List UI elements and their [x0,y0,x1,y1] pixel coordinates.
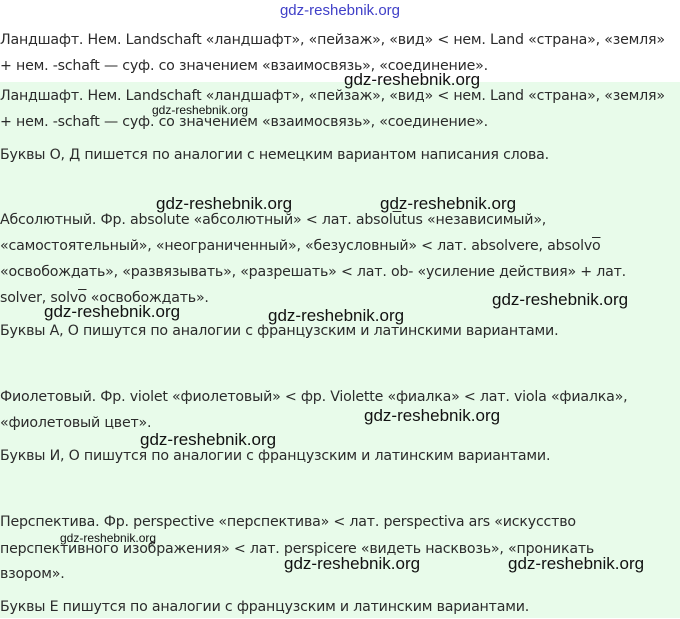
absolute-line-4: solver, $solv\overline{o}$ «освобождать». [0,290,209,306]
watermark: gdz-reshebnik.org [268,306,405,325]
watermark: gdz-reshebnik.org [44,302,181,321]
watermark: gdz-reshebnik.org [492,290,629,309]
watermark: gdz-reshebnik.org [344,70,481,89]
landshaft-line-2: + нем. -schaft — суф. со значением «взаимосвязь», «соединение». [0,58,488,74]
landshaft-note: Буквы О, Д пишется по аналогии с немецким вариантом написания слова. [0,147,549,163]
absolute-line-1: Абсолютный. Фр. absolute «абсолютный» < лат. $absol\overline{u}tus$ «независимый», [0,212,547,228]
site-watermark-header: gdz-reshebnik.org [279,2,401,19]
perspective-note: Буквы Е пишутся по аналогии с французским и латинским вариантами. [0,599,530,615]
violet-line-1: Фиолетовый. Фр. violet «фиолетовый» < фр. Violette «фиалка» < лат. viola «фиалка», [0,389,628,405]
landshaft-repeat-line-2: + нем. -schaft — суф. со значением «взаимосвязь», «соединение». [0,114,488,130]
landshaft-line-1: Ландшафт. Нем. Landschaft «ландшафт», «пейзаж», «вид» < нем. Land «страна», «земля» [0,32,665,48]
watermark: gdz-reshebnik.org [508,554,645,573]
watermark: gdz-reshebnik.org [380,194,517,213]
perspective-line-3: взором». [0,566,65,582]
violet-note: Буквы И, О пишутся по аналогии с французским и латинским вариантами. [0,448,551,464]
absolute-note: Буквы А, О пишутся по аналогии с французским и латинскими вариантами. [0,323,559,339]
absolute-line-2: «самостоятельный», «неограниченный», «безусловный» < лат. absolvere, $absolv\overline{o}$ [0,238,601,254]
watermark: gdz-reshebnik.org [364,406,501,425]
perspective-line-1: Перспектива. Фр. perspective «перспектива» < лат. perspectiva ars «искусство [0,514,576,530]
perspective-line-2: перспективного изображения» < лат. perspicere «видеть насквозь», «проникать [0,541,595,557]
watermark: gdz-reshebnik.org [156,194,293,213]
landshaft-repeat-line-1: Ландшафт. Нем. Landschaft «ландшафт», «пейзаж», «вид» < нем. Land «страна», «земля» [0,88,665,104]
watermark: gdz-reshebnik.org [60,531,157,545]
watermark: gdz-reshebnik.org [140,430,277,449]
violet-line-2: «фиолетовый цвет». [0,415,152,431]
watermark: gdz-reshebnik.org [284,554,421,573]
watermark: gdz-reshebnik.org [152,103,249,117]
absolute-line-3: «освобождать», «развязывать», «разрешать» < лат. ob- «усиление действия» + лат. [0,264,626,280]
